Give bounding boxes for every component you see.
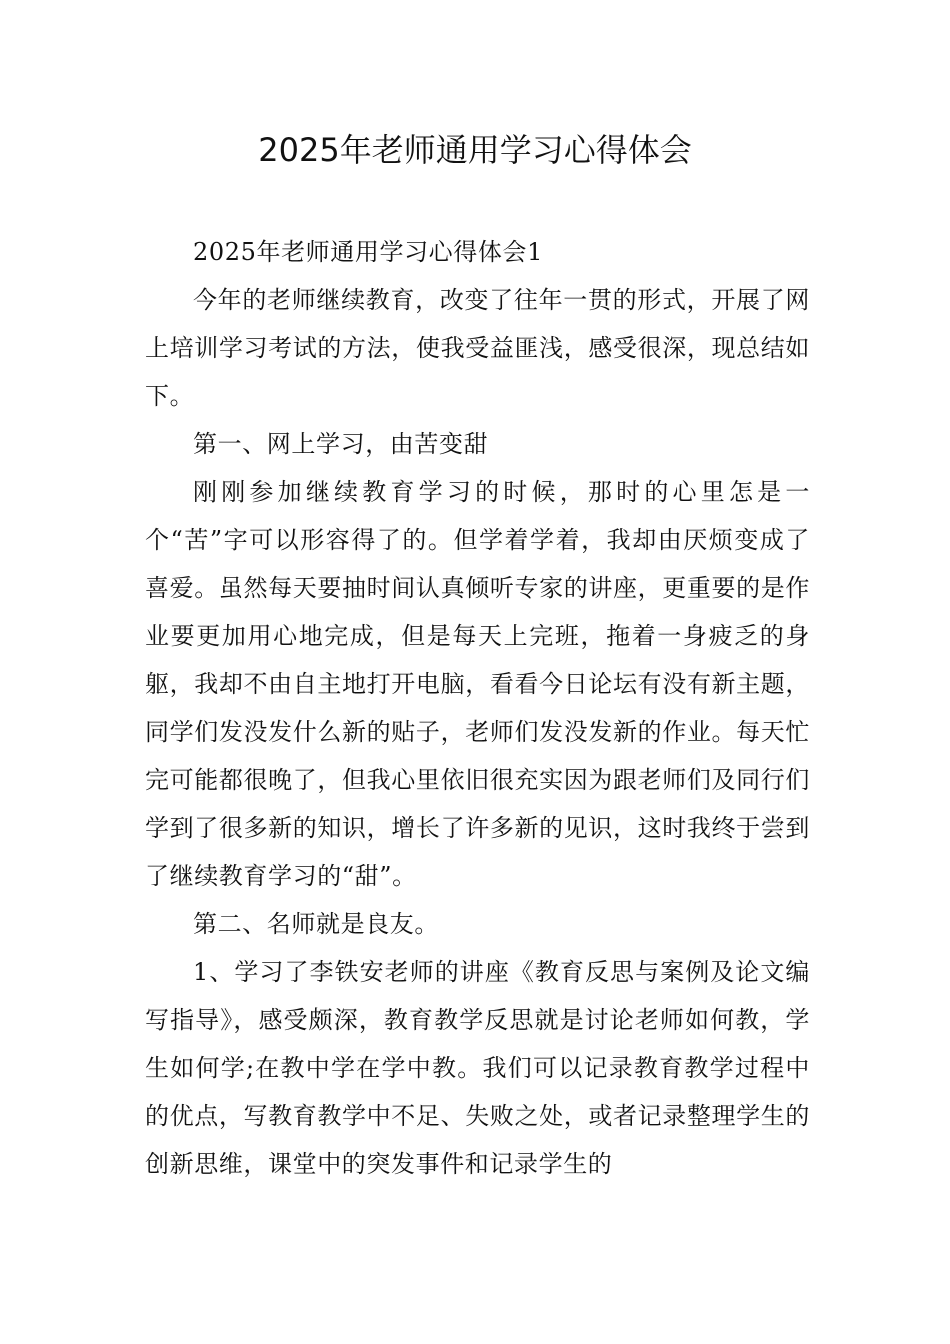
document-body bbox=[145, 228, 810, 1188]
paragraph-point-one-heading: 第一、网上学习，由苦变甜 bbox=[193, 430, 489, 458]
paragraph-point-two-body: 1、学习了李铁安老师的讲座《教育反思与案例及论文编写指导》，感受颇深，教育教学反思就是讨论老师如何教，学生如何学;在教中学在学中教。我们可以记录教育教学过程中的优点，写教育教学中不足、失败之处，或者记录整理学生的创新思维，课堂中的突发事件和记录学生的 bbox=[145, 958, 810, 1178]
document-title: 2025年老师通用学习心得体会 bbox=[258, 131, 692, 169]
paragraph-intro: 今年的老师继续教育，改变了往年一贯的形式，开展了网上培训学习考试的方法，使我受益匪浅，感受很深，现总结如下。 bbox=[145, 286, 810, 410]
paragraph-point-one-body: 刚刚参加继续教育学习的时候，那时的心里怎是一个“苦”字可以形容得了的。但学着学着，我却由厌烦变成了喜爱。虽然每天要抽时间认真倾听专家的讲座，更重要的是作业要更加用心地完成，但是每天上完班，拖着一身疲乏的身躯，我却不由自主地打开电脑，看看今日论坛有没有新主题，同学们发没发什么新的贴子，老师们发没发新的作业。每天忙完可能都很晚了，但我心里依旧很充实因为跟老师们及同行们学到了很多新的知识，增长了许多新的见识，这时我终于尝到了继续教育学习的“甜”。 bbox=[145, 478, 810, 890]
paragraph-section-heading: 2025年老师通用学习心得体会1 bbox=[193, 238, 543, 266]
paragraph-point-two-heading: 第二、名师就是良友。 bbox=[193, 910, 439, 938]
